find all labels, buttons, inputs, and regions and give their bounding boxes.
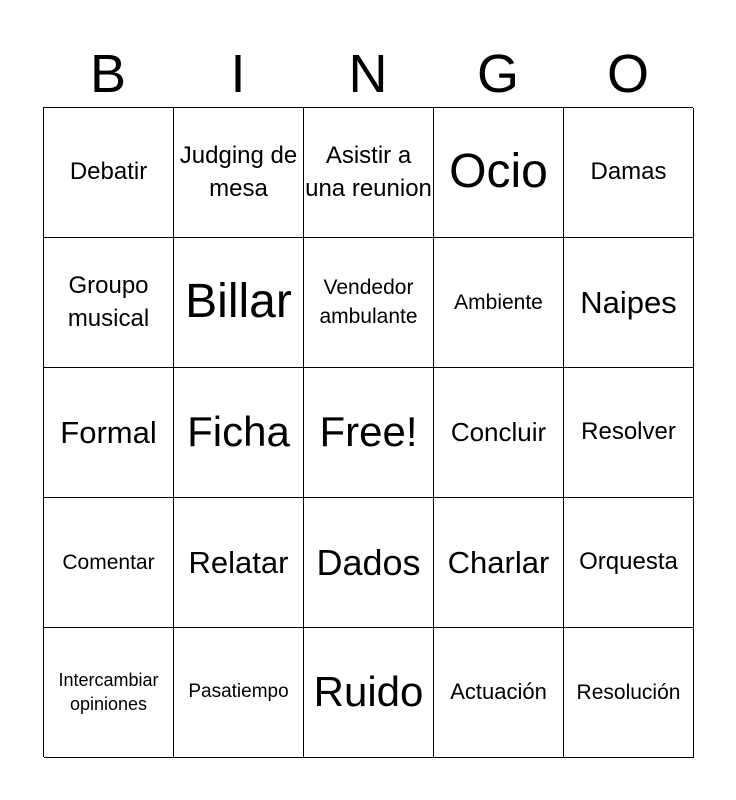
bingo-cell[interactable] (174, 238, 304, 368)
cell-text: Damas (590, 158, 667, 186)
cell-text: Orquesta (579, 548, 678, 576)
bingo-cell[interactable] (44, 498, 174, 628)
bingo-cell[interactable] (174, 368, 304, 498)
cell-text: Pasatiempo (188, 681, 289, 703)
bingo-cell[interactable] (44, 628, 174, 758)
cell-text: Free! (319, 408, 418, 456)
cell-text: Resolver (581, 418, 676, 446)
cell-text: Debatir (69, 158, 148, 186)
header-letter-o: O (606, 44, 649, 104)
cell-text: Relatar (188, 544, 289, 580)
bingo-cell[interactable] (44, 238, 174, 368)
cell-text: Intercambiar opiniones (58, 670, 159, 714)
cell-text: Vendedor ambulante (319, 276, 418, 328)
cell-text: Charlar (447, 544, 550, 580)
header-letter-n: N (348, 44, 388, 104)
header-letter-b: B (89, 44, 127, 104)
bingo-cell[interactable] (434, 628, 564, 758)
cell-text: Ficha (187, 408, 290, 456)
bingo-cell[interactable] (564, 498, 694, 628)
bingo-cell[interactable] (564, 368, 694, 498)
bingo-card-grid (43, 107, 693, 757)
bingo-cell[interactable] (174, 628, 304, 758)
bingo-cell[interactable] (304, 368, 434, 498)
cell-text: Ruido (313, 668, 424, 716)
bingo-cell[interactable] (434, 108, 564, 238)
bingo-header (43, 40, 693, 108)
bingo-cell[interactable] (564, 238, 694, 368)
bingo-cell[interactable] (304, 498, 434, 628)
bingo-cell[interactable] (434, 498, 564, 628)
bingo-cell[interactable] (434, 368, 564, 498)
bingo-cell[interactable] (44, 108, 174, 238)
cell-text: Asistir a una reunion (305, 142, 432, 202)
bingo-cell[interactable] (304, 108, 434, 238)
bingo-cell[interactable] (434, 238, 564, 368)
bingo-cell[interactable] (564, 108, 694, 238)
bingo-cell[interactable] (44, 368, 174, 498)
cell-text: Resolución (576, 680, 681, 704)
cell-text: Billar (185, 275, 292, 329)
cell-text: Judging de mesa (179, 142, 298, 202)
header-letter-g: G (476, 44, 519, 104)
cell-text: Ocio (449, 145, 548, 199)
cell-text: Formal (60, 414, 157, 450)
cell-text: Actuación (450, 679, 547, 705)
cell-text: Concluir (450, 416, 547, 447)
cell-text: Ambiente (454, 290, 543, 314)
cell-text: Groupo musical (67, 272, 150, 332)
cell-text: Comentar (62, 550, 155, 574)
bingo-cell[interactable] (304, 628, 434, 758)
header-letter-i: I (230, 44, 246, 104)
bingo-cell[interactable] (174, 108, 304, 238)
bingo-cell[interactable] (564, 628, 694, 758)
cell-text: Naipes (580, 284, 677, 320)
bingo-cell[interactable] (304, 238, 434, 368)
cell-text: Dados (316, 541, 421, 583)
bingo-cell[interactable] (174, 498, 304, 628)
